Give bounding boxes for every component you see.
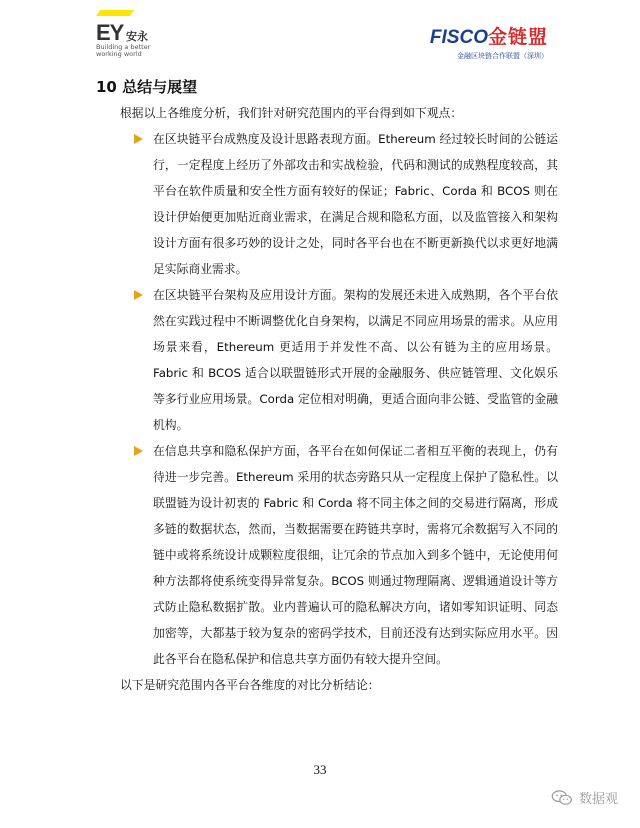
fisco-logo-name	[430, 22, 548, 49]
ey-logo-cn: 安永	[126, 30, 148, 43]
bullet-item	[96, 438, 558, 672]
section-title: 10 总结与展望	[96, 78, 198, 96]
fisco-logo	[430, 22, 548, 61]
wechat-icon	[551, 790, 573, 806]
ey-tagline: Building a better working world	[96, 43, 151, 58]
intro-paragraph: 根据以上各维度分析，我们针对研究范围内的平台得到如下观点：	[120, 106, 463, 120]
closing-paragraph: 以下是研究范围内各平台各维度的对比分析结论：	[120, 678, 380, 692]
bullet-text: 在区块链平台成熟度及设计思路表现方面。Ethereum 经过较长时间的公链运行，一定程度上经历了外部攻击和实战检验，代码和测试的成熟程度较高，其平台在软件质量和安全性方面有较好的保证；Fabric、Corda 和 BCOS 则在设计伊始便更加贴近商业需求，在满足合规和隐私方面，以及监管接入和架构设计方面有很多巧妙的设计之处，同时各平台也在不断更新换代以求更好地满足实际商业需求。	[153, 132, 558, 276]
fisco-logo-cn: 金链盟	[487, 27, 548, 48]
fisco-subtitle: 金融区块链合作联盟（深圳）	[457, 52, 548, 60]
bullet-text: 在信息共享和隐私保护方面，各平台在如何保证二者相互平衡的表现上，仍有待进一步完善。Ethereum 采用的状态旁路只从一定程度上保护了隐私性。以联盟链为设计初衷的 Fabric 和 Corda 将不同主体之间的交易进行隔离，形成多链的数据状态，然而，当数据需要在跨链共享时，需将冗余数据写入不同的链中或将系统设计成颗粒度很细，让冗余的节点加入到多个链中，无论使用何种方法都将使系统变得异常复杂。BCOS 则通过物理隔离、逻辑通道设计等方式防止隐私数据扩散。业内普遍认可的隐私解决方向，诸如零知识证明、同态加密等，大都基于较为复杂的密码学技术，目前还没有达到实际应用水平。因此各平台在隐私保护和信息共享方面仍有较大提升空间。	[153, 444, 558, 666]
bullet-item	[96, 282, 558, 438]
ey-logo-bar	[96, 10, 134, 16]
watermark	[551, 788, 618, 807]
bullet-item	[96, 126, 558, 282]
fisco-logo-latin: FISCO	[429, 27, 488, 48]
triangle-bullet-icon	[134, 134, 143, 144]
triangle-bullet-icon	[134, 446, 143, 456]
bullet-text: 在区块链平台架构及应用设计方面。架构的发展还未进入成熟期，各个平台依然在实践过程中不断调整优化自身架构，以满足不同应用场景的需求。从应用场景来看，Ethereum 更适用于并发性不高、以公有链为主的应用场景。Fabric 和 BCOS 适合以联盟链形式开展的金融服务、供应链管理、文化娱乐等多行业应用场景。Corda 定位相对明确，更适合面向非公链、受监管的金融机构。	[153, 288, 558, 432]
page-number: 33	[313, 762, 327, 777]
triangle-bullet-icon	[134, 290, 143, 300]
ey-logo-mark: EY	[96, 20, 124, 45]
body-content	[96, 100, 558, 698]
watermark-text: 数据观	[578, 792, 618, 807]
